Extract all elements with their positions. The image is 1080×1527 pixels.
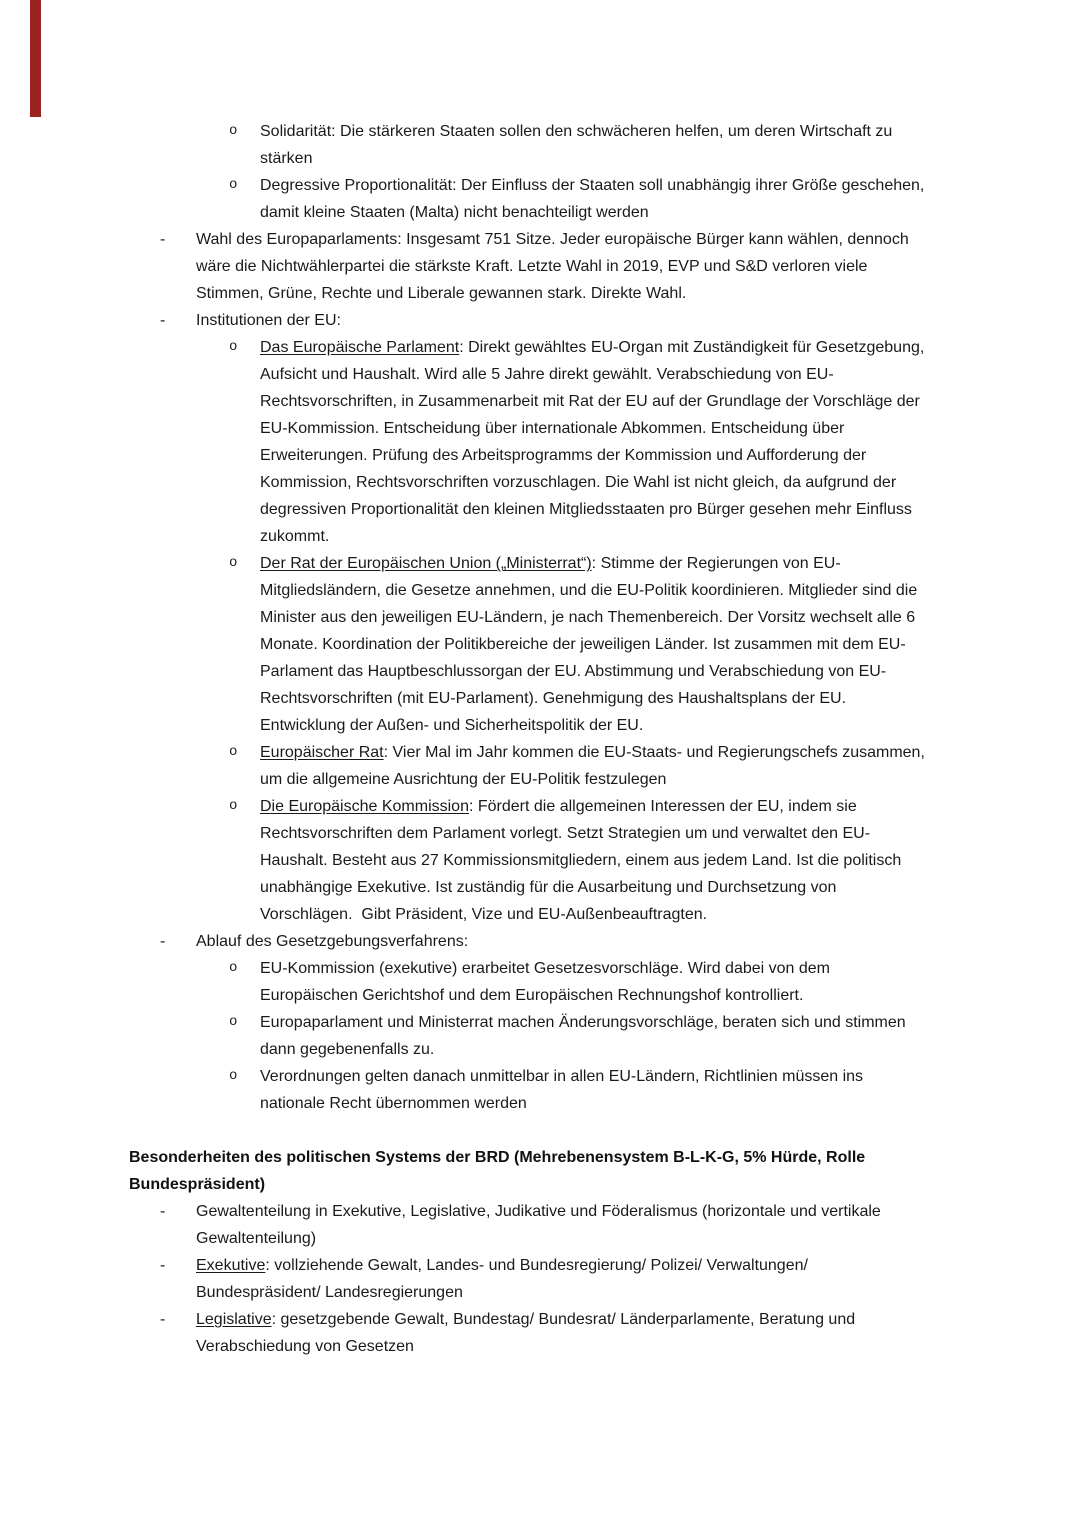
list-item	[0, 955, 925, 1009]
item-text	[196, 1311, 860, 1355]
item-body: Wahl des Europaparlaments: Insgesamt 751 Sitze. Jeder europäische Bürger kann wählen, dennoch wäre die Nichtwählerpartei die stärkste Kraft. Letzte Wahl in 2019, EVP und S&D verloren viele Stimmen, Grüne, Rechte und Liberale gewannen stark. Direkte Wahl.	[196, 231, 914, 302]
list-item	[0, 550, 925, 739]
item-body: : vollziehende Gewalt, Landes- und Bundesregierung/ Polizei/ Verwaltungen/ Bundespräsident/ Landesregierungen	[196, 1257, 813, 1301]
item-text	[196, 933, 468, 950]
document-content	[0, 118, 1080, 1360]
list-item	[0, 118, 925, 172]
bullet-dash-icon: -	[160, 933, 166, 950]
list-item	[0, 307, 926, 334]
list-item	[0, 334, 928, 550]
bullet-list-brd	[0, 1198, 1080, 1360]
bullet-circle-icon: o	[229, 744, 238, 760]
item-body: : Vier Mal im Jahr kommen die EU-Staats- und Regierungschefs zusammen, um die allgemeine Ausrichtung der EU-Politik festzulegen	[260, 744, 930, 788]
item-text	[260, 744, 929, 788]
bullet-circle-icon: o	[229, 339, 238, 355]
item-body: Gewaltenteilung in Exekutive, Legislative, Judikative und Föderalismus (horizontale und vertikale Gewaltenteilung)	[196, 1203, 886, 1247]
item-text	[196, 1257, 812, 1301]
item-body: : Stimme der Regierungen von EU-Mitgliedsländern, die Gesetze annehmen, und die EU-Politik koordinieren. Mitglieder sind die Minister aus den jeweiligen EU-Ländern, je nach Themenbereich. Der Vorsitz wechselt alle 6 Monate. Koordination der Politikbereiche der jeweiligen Länder. Ist zusammen mit dem EU-Parlament das Hauptbeschlussorgan der EU. Abstimmung und Verabschiedung von EU-Rechtsvorschriften (mit EU-Parlament). Genehmigung des Haushaltsplans der EU. Entwicklung der Außen- und Sicherheitspolitik der EU.	[260, 555, 922, 734]
margin-marker	[30, 0, 41, 117]
item-body: : Fördert die allgemeinen Interessen der EU, indem sie Rechtsvorschriften dem Parlament vorlegt. Setzt Strategien um und verwaltet den EU-Haushalt. Besteht aus 27 Kommissionsmitgliedern, einem aus jedem Land. Ist die politisch unabhängige Exekutive. Ist zuständig für die Ausarbeitung und Durchsetzung von Vorschlägen. Gibt Präsident, Vize und EU-Außenbeauftragten.	[260, 798, 906, 923]
item-text	[260, 339, 928, 545]
item-body: Verordnungen gelten danach unmittelbar in allen EU-Ländern, Richtlinien müssen ins nationale Recht übernommen werden	[260, 1068, 868, 1112]
item-body: Europaparlament und Ministerrat machen Änderungsvorschläge, beraten sich und stimmen dann gegebenenfalls zu.	[260, 1014, 911, 1058]
bullet-circle-icon: o	[229, 1068, 238, 1084]
item-body: Degressive Proportionalität: Der Einfluss der Staaten soll unabhängig ihrer Größe geschehen, damit kleine Staaten (Malta) nicht benachteiligt werden	[260, 177, 929, 221]
item-body: : Direkt gewähltes EU-Organ mit Zuständigkeit für Gesetzgebung, Aufsicht und Haushalt. Wird alle 5 Jahre direkt gewählt. Verabschiedung von EU-Rechtsvorschriften, in Zusammenarbeit mit Rat der EU auf der Grundlage der Vorschläge der EU-Kommission. Entscheidung über internationale Abkommen. Entscheidung über Erweiterungen. Prüfung des Arbeitsprogramms der Kommission und Aufforderung der Kommission, Rechtsvorschriften vorzuschlagen. Die Wahl ist nicht gleich, da aufgrund der degressiven Proportionalität den kleinen Mitgliedsstaaten pro Bürger gesehen mehr Einfluss zukommt.	[260, 339, 928, 545]
item-body: : gesetzgebende Gewalt, Bundestag/ Bundesrat/ Länderparlamente, Beratung und Verabschiedung von Gesetzen	[196, 1311, 860, 1355]
item-body: Solidarität: Die stärkeren Staaten sollen den schwächeren helfen, um deren Wirtschaft zu stärken	[260, 123, 897, 167]
item-text	[260, 555, 922, 734]
bullet-dash-icon: -	[160, 1203, 166, 1220]
item-text	[260, 1068, 868, 1112]
bullet-circle-icon: o	[229, 1014, 238, 1030]
item-lead: Der Rat der Europäischen Union („Ministerrat“)	[260, 555, 592, 572]
item-body: Institutionen der EU:	[196, 312, 341, 329]
list-item	[0, 1252, 926, 1306]
list-item	[0, 739, 930, 793]
list-item	[0, 1306, 926, 1360]
bullet-circle-icon: o	[229, 960, 238, 976]
bullet-circle-icon: o	[229, 555, 238, 571]
item-text	[196, 1203, 885, 1247]
bullet-circle-icon: o	[229, 798, 238, 814]
section-heading: Besonderheiten des politischen Systems der BRD (Mehrebenensystem B-L-K-G, 5% Hürde, Rolle Bundespräsident)	[129, 1149, 866, 1193]
item-text	[260, 960, 834, 1004]
bullet-dash-icon: -	[160, 1257, 166, 1274]
list-item	[0, 793, 925, 928]
item-body: EU-Kommission (exekutive) erarbeitet Gesetzesvorschläge. Wird dabei von dem Europäischen Gerichtshof und dem Europäischen Rechnungshof kontrolliert.	[260, 960, 835, 1004]
bullet-circle-icon: o	[229, 123, 238, 139]
bullet-list-eu	[0, 118, 1080, 1117]
item-lead: Die Europäische Kommission	[260, 798, 469, 815]
item-lead: Exekutive	[196, 1257, 266, 1274]
list-item	[0, 1009, 925, 1063]
list-item	[0, 1198, 926, 1252]
item-lead: Das Europäische Parlament	[260, 339, 460, 356]
item-text	[260, 798, 906, 923]
item-lead: Europäischer Rat	[260, 744, 384, 761]
item-lead: Legislative	[196, 1311, 272, 1328]
item-text	[196, 231, 913, 302]
bullet-dash-icon: -	[160, 1311, 166, 1328]
list-item	[0, 172, 929, 226]
list-item	[0, 928, 926, 955]
bullet-dash-icon: -	[160, 312, 166, 329]
list-item	[0, 226, 926, 307]
item-body: Ablauf des Gesetzgebungsverfahrens:	[196, 933, 469, 950]
bullet-circle-icon: o	[229, 177, 238, 193]
list-item	[0, 1063, 925, 1117]
item-text	[260, 177, 929, 221]
item-text	[196, 312, 341, 329]
bullet-dash-icon: -	[160, 231, 166, 248]
item-text	[260, 123, 897, 167]
item-text	[260, 1014, 910, 1058]
